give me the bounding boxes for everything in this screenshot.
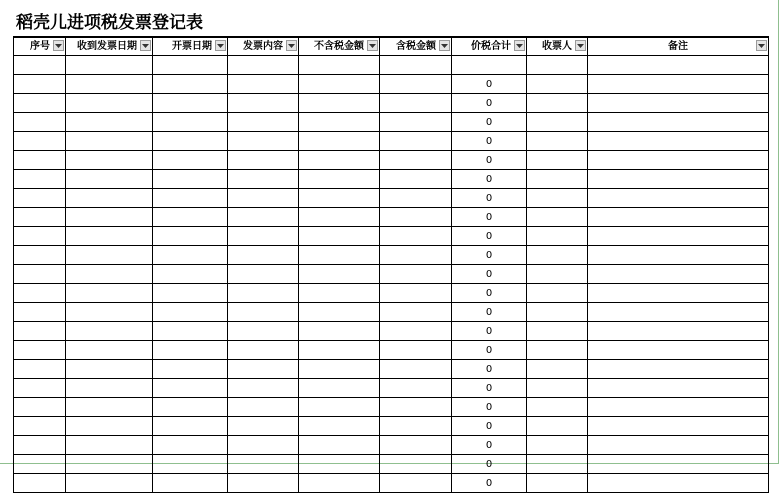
table-cell[interactable]: 0 [452, 265, 527, 284]
column-header-4 [299, 37, 380, 56]
table-cell[interactable] [380, 455, 452, 474]
table-cell[interactable]: 0 [452, 113, 527, 132]
table-cell[interactable] [228, 398, 299, 417]
table-cell[interactable] [299, 246, 380, 265]
table-cell[interactable] [153, 436, 228, 455]
table-cell[interactable] [14, 113, 66, 132]
table-row [14, 94, 769, 113]
table-cell[interactable] [66, 113, 153, 132]
table-cell[interactable] [228, 94, 299, 113]
table-row [14, 227, 769, 246]
table-cell[interactable] [153, 132, 228, 151]
column-header-6 [452, 37, 527, 56]
table-row [14, 170, 769, 189]
table-cell[interactable] [153, 360, 228, 379]
column-header-label: 收到发票日期 [77, 41, 137, 52]
table-cell[interactable] [14, 303, 66, 322]
table-cell[interactable] [588, 341, 769, 360]
table-cell[interactable] [588, 94, 769, 113]
table-cell[interactable] [66, 227, 153, 246]
table-cell[interactable] [299, 56, 380, 75]
table-cell[interactable] [66, 56, 153, 75]
table-cell[interactable] [299, 151, 380, 170]
table-cell[interactable]: 0 [452, 246, 527, 265]
table-cell[interactable] [380, 303, 452, 322]
table-cell[interactable] [14, 132, 66, 151]
table-cell[interactable] [153, 303, 228, 322]
table-cell[interactable] [299, 379, 380, 398]
table-cell[interactable] [380, 208, 452, 227]
table-row [14, 208, 769, 227]
table-cell[interactable] [588, 360, 769, 379]
table-cell[interactable] [228, 417, 299, 436]
table-cell[interactable] [228, 379, 299, 398]
filter-dropdown-icon[interactable] [140, 40, 151, 51]
table-cell[interactable] [299, 113, 380, 132]
table-cell[interactable] [527, 151, 588, 170]
column-header-label: 含税金额 [396, 41, 436, 52]
table-cell[interactable] [527, 360, 588, 379]
table-cell[interactable] [153, 170, 228, 189]
table-cell[interactable] [527, 436, 588, 455]
table-cell[interactable] [153, 341, 228, 360]
column-header-label: 价税合计 [471, 41, 511, 52]
table-cell[interactable] [588, 132, 769, 151]
table-cell[interactable] [14, 436, 66, 455]
table-cell[interactable] [527, 455, 588, 474]
table-cell[interactable] [66, 303, 153, 322]
table-cell[interactable] [228, 170, 299, 189]
table-cell[interactable]: 0 [452, 417, 527, 436]
table-cell[interactable] [588, 455, 769, 474]
table-cell[interactable] [588, 170, 769, 189]
column-header-2 [153, 37, 228, 56]
table-cell[interactable] [14, 208, 66, 227]
table-cell[interactable] [380, 284, 452, 303]
table-cell[interactable] [66, 360, 153, 379]
filter-dropdown-icon[interactable] [756, 40, 767, 51]
table-cell[interactable] [380, 379, 452, 398]
table-cell[interactable] [153, 417, 228, 436]
column-header-label: 备注 [668, 41, 688, 52]
table-cell[interactable]: 0 [452, 132, 527, 151]
table-cell[interactable] [153, 113, 228, 132]
table-cell[interactable] [299, 132, 380, 151]
table-cell[interactable] [66, 246, 153, 265]
table-cell[interactable] [66, 455, 153, 474]
table-cell[interactable] [66, 436, 153, 455]
column-header-label: 序号 [30, 41, 50, 52]
table-cell[interactable] [299, 170, 380, 189]
table-cell[interactable] [588, 322, 769, 341]
table-cell[interactable] [527, 113, 588, 132]
table-cell[interactable] [380, 417, 452, 436]
table-cell[interactable] [228, 246, 299, 265]
column-header-8 [588, 37, 769, 56]
table-cell[interactable] [14, 151, 66, 170]
table-cell[interactable] [527, 417, 588, 436]
table-cell[interactable] [299, 341, 380, 360]
table-cell[interactable] [66, 417, 153, 436]
table-cell[interactable] [299, 303, 380, 322]
table-cell[interactable] [153, 75, 228, 94]
table-cell[interactable] [527, 379, 588, 398]
table-cell[interactable] [588, 265, 769, 284]
filter-dropdown-icon[interactable] [53, 40, 64, 51]
table-cell[interactable] [153, 151, 228, 170]
table-cell[interactable] [66, 170, 153, 189]
table-cell[interactable] [299, 474, 380, 493]
table-cell[interactable] [380, 398, 452, 417]
table-cell[interactable] [153, 474, 228, 493]
table-cell[interactable]: 0 [452, 322, 527, 341]
table-cell[interactable] [66, 208, 153, 227]
column-header-1 [66, 37, 153, 56]
table-cell[interactable] [588, 151, 769, 170]
table-cell[interactable] [14, 94, 66, 113]
table-cell[interactable] [66, 151, 153, 170]
table-cell[interactable] [380, 94, 452, 113]
table-row [14, 341, 769, 360]
table-row [14, 436, 769, 455]
table-cell[interactable] [299, 208, 380, 227]
table-cell[interactable] [14, 75, 66, 94]
table-cell[interactable]: 0 [452, 151, 527, 170]
table-cell[interactable]: 0 [452, 208, 527, 227]
table-cell[interactable] [66, 341, 153, 360]
sheet-title: 稻壳儿进项税发票登记表 [16, 13, 203, 33]
column-header-label: 不含税金额 [314, 41, 364, 52]
table-row [14, 189, 769, 208]
filter-dropdown-icon[interactable] [514, 40, 525, 51]
table-cell[interactable] [14, 265, 66, 284]
filter-dropdown-icon[interactable] [575, 40, 586, 51]
table-cell[interactable] [299, 265, 380, 284]
table-cell[interactable]: 0 [452, 303, 527, 322]
table-cell[interactable] [588, 284, 769, 303]
table-cell[interactable] [527, 208, 588, 227]
table-cell[interactable] [228, 436, 299, 455]
table-cell[interactable] [527, 94, 588, 113]
table-cell[interactable] [14, 322, 66, 341]
table-cell[interactable] [14, 341, 66, 360]
table-cell[interactable] [228, 360, 299, 379]
table-cell[interactable] [380, 474, 452, 493]
table-cell[interactable] [153, 265, 228, 284]
table-cell[interactable] [228, 113, 299, 132]
table-cell[interactable]: 0 [452, 227, 527, 246]
table-cell[interactable] [527, 303, 588, 322]
table-cell[interactable] [380, 132, 452, 151]
table-cell[interactable]: 0 [452, 170, 527, 189]
table-cell[interactable] [588, 208, 769, 227]
table-cell[interactable] [153, 208, 228, 227]
table-cell[interactable] [228, 56, 299, 75]
table-cell[interactable] [527, 170, 588, 189]
table-cell[interactable] [380, 170, 452, 189]
table-cell[interactable] [153, 284, 228, 303]
table-cell[interactable] [153, 398, 228, 417]
table-cell[interactable] [66, 75, 153, 94]
table-cell[interactable] [153, 379, 228, 398]
column-header-3 [228, 37, 299, 56]
table-row [14, 360, 769, 379]
table-cell[interactable] [380, 151, 452, 170]
table-cell[interactable] [14, 56, 66, 75]
table-row [14, 303, 769, 322]
table-cell[interactable] [66, 398, 153, 417]
table-cell[interactable] [299, 94, 380, 113]
table-cell[interactable] [380, 75, 452, 94]
table-cell[interactable] [380, 246, 452, 265]
table-cell[interactable] [66, 379, 153, 398]
table-cell[interactable]: 0 [452, 360, 527, 379]
table-cell[interactable] [588, 398, 769, 417]
table-row [14, 474, 769, 493]
table-cell[interactable] [228, 227, 299, 246]
table-cell[interactable] [14, 227, 66, 246]
table-cell[interactable] [380, 322, 452, 341]
table-cell[interactable] [228, 341, 299, 360]
table-cell[interactable] [228, 303, 299, 322]
table-cell[interactable] [14, 284, 66, 303]
table-cell[interactable] [588, 417, 769, 436]
filter-dropdown-icon[interactable] [286, 40, 297, 51]
table-cell[interactable] [588, 227, 769, 246]
table-cell[interactable] [299, 322, 380, 341]
table-cell[interactable] [299, 189, 380, 208]
table-cell[interactable] [299, 436, 380, 455]
table-cell[interactable] [153, 246, 228, 265]
table-cell[interactable] [527, 284, 588, 303]
table-cell[interactable] [588, 379, 769, 398]
table-cell[interactable]: 0 [452, 436, 527, 455]
table-cell[interactable] [527, 474, 588, 493]
invoice-register-table [13, 36, 769, 493]
table-cell[interactable] [228, 284, 299, 303]
table-cell[interactable] [588, 56, 769, 75]
table-cell[interactable] [588, 474, 769, 493]
table-cell[interactable] [527, 265, 588, 284]
table-row [14, 417, 769, 436]
table-cell[interactable] [66, 284, 153, 303]
table-cell[interactable] [153, 322, 228, 341]
table-cell[interactable] [66, 322, 153, 341]
table-cell[interactable] [299, 284, 380, 303]
table-cell[interactable] [380, 360, 452, 379]
table-cell[interactable] [66, 265, 153, 284]
column-header-7 [527, 37, 588, 56]
filter-dropdown-icon[interactable] [367, 40, 378, 51]
table-row [14, 379, 769, 398]
table-cell[interactable] [228, 208, 299, 227]
table-cell[interactable] [380, 265, 452, 284]
table-cell[interactable] [14, 474, 66, 493]
table-cell[interactable]: 0 [452, 341, 527, 360]
table-cell[interactable] [527, 246, 588, 265]
table-cell[interactable] [153, 94, 228, 113]
table-cell[interactable] [527, 132, 588, 151]
table-row [14, 265, 769, 284]
table-cell[interactable] [14, 246, 66, 265]
table-cell[interactable] [228, 455, 299, 474]
table-cell[interactable] [14, 398, 66, 417]
table-cell[interactable] [299, 398, 380, 417]
table-cell[interactable] [228, 75, 299, 94]
table-row [14, 113, 769, 132]
table-cell[interactable] [153, 227, 228, 246]
table-cell[interactable]: 0 [452, 398, 527, 417]
table-cell[interactable] [527, 322, 588, 341]
table-cell[interactable] [14, 170, 66, 189]
table-cell[interactable]: 0 [452, 379, 527, 398]
table-row [14, 75, 769, 94]
table-row [14, 132, 769, 151]
table-cell[interactable] [299, 360, 380, 379]
table-cell[interactable] [380, 113, 452, 132]
table-cell[interactable] [527, 75, 588, 94]
table-cell[interactable] [527, 341, 588, 360]
table-cell[interactable] [228, 151, 299, 170]
filter-dropdown-icon[interactable] [215, 40, 226, 51]
table-cell[interactable] [228, 189, 299, 208]
table-row [14, 455, 769, 474]
header-row [14, 37, 769, 56]
table-cell[interactable]: 0 [452, 474, 527, 493]
table-cell[interactable] [14, 189, 66, 208]
table-cell[interactable]: 0 [452, 75, 527, 94]
table-cell[interactable] [228, 265, 299, 284]
table-cell[interactable] [66, 474, 153, 493]
column-header-label: 开票日期 [172, 41, 212, 52]
table-cell[interactable] [299, 75, 380, 94]
table-cell[interactable] [153, 189, 228, 208]
table-cell[interactable] [66, 132, 153, 151]
table-cell[interactable] [527, 189, 588, 208]
table-cell[interactable]: 0 [452, 94, 527, 113]
table-cell[interactable] [527, 227, 588, 246]
table-row [14, 56, 769, 75]
column-header-0 [14, 37, 66, 56]
table-cell[interactable] [14, 417, 66, 436]
table-cell[interactable] [380, 341, 452, 360]
table-cell[interactable] [380, 56, 452, 75]
table-cell[interactable] [380, 436, 452, 455]
table-cell[interactable] [14, 360, 66, 379]
table-cell[interactable] [588, 75, 769, 94]
table-row [14, 284, 769, 303]
table-cell[interactable] [228, 322, 299, 341]
table-cell[interactable] [527, 398, 588, 417]
table-cell[interactable] [14, 379, 66, 398]
table-cell[interactable] [14, 455, 66, 474]
table-cell[interactable] [66, 189, 153, 208]
column-header-label: 收票人 [542, 41, 572, 52]
table-cell[interactable] [380, 189, 452, 208]
table-cell[interactable] [299, 455, 380, 474]
column-header-5 [380, 37, 452, 56]
table-cell[interactable] [588, 246, 769, 265]
table-cell[interactable] [228, 474, 299, 493]
table-cell[interactable] [380, 227, 452, 246]
table-cell[interactable] [452, 56, 527, 75]
filter-dropdown-icon[interactable] [439, 40, 450, 51]
table-cell[interactable] [588, 303, 769, 322]
table-row [14, 151, 769, 170]
column-header-label: 发票内容 [243, 41, 283, 52]
table-cell[interactable]: 0 [452, 189, 527, 208]
table-cell[interactable] [228, 132, 299, 151]
table-row [14, 322, 769, 341]
table-cell[interactable] [527, 56, 588, 75]
table-cell[interactable]: 0 [452, 455, 527, 474]
table-cell[interactable]: 0 [452, 284, 527, 303]
table-cell[interactable] [588, 113, 769, 132]
table-cell[interactable] [153, 455, 228, 474]
table-cell[interactable] [299, 417, 380, 436]
table-row [14, 246, 769, 265]
table-cell[interactable] [588, 189, 769, 208]
table-cell[interactable] [588, 436, 769, 455]
table-cell[interactable] [66, 94, 153, 113]
table-cell[interactable] [299, 227, 380, 246]
table-cell[interactable] [153, 56, 228, 75]
table-row [14, 398, 769, 417]
